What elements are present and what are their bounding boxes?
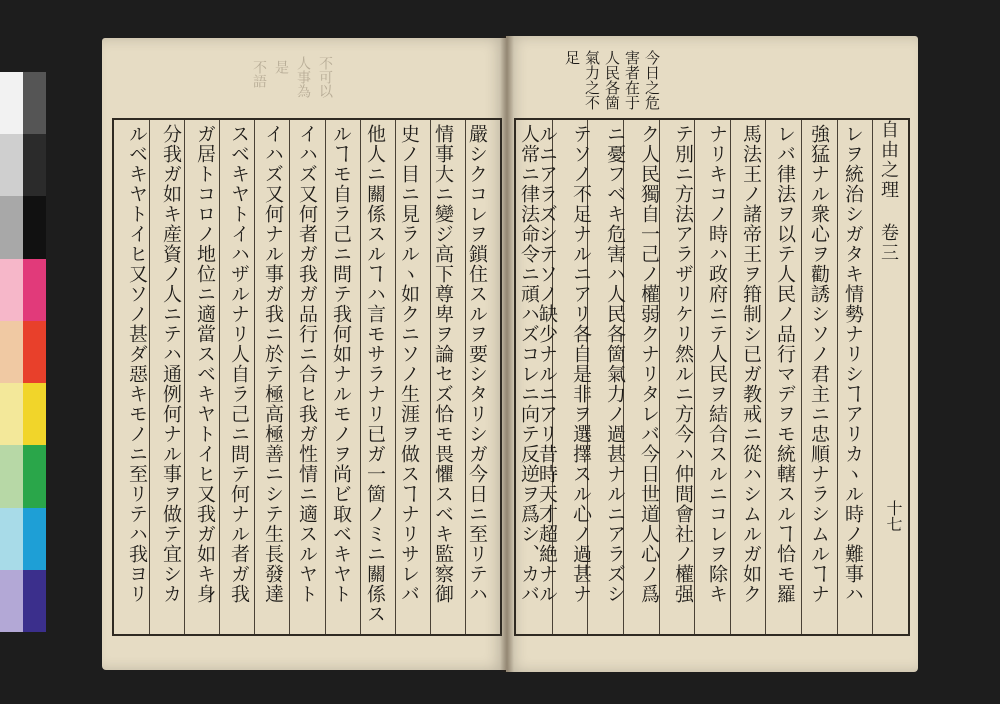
ghost-note: 人事為 [295,56,311,98]
color-patch [0,445,23,507]
color-patch [23,72,46,134]
text-column: ニ憂フベキ危害ハ人民各箇氣力ノ過甚ナルニアラズシ [604,124,626,604]
margin-note-line: 人民各箇 [603,50,621,110]
text-column: テ別ニ方法アラザリケリ然ルニ方今ハ仲間會社ノ權强 [672,124,694,604]
color-patch [23,196,46,258]
margin-note-line: 足 [563,50,581,65]
color-patch [0,383,23,445]
text-column: ルニアラズシテソノ缺少ナルニアリ昔時天才超絶ナル [536,124,558,604]
color-patch [23,445,46,507]
column-rule [801,120,802,634]
color-patch [23,508,46,570]
text-column: ク人民獨自一己ノ權弱クナリタレバ今日世道人心ノ爲 [638,124,660,604]
page-number: 十七 [884,500,903,532]
color-patch [23,259,46,321]
text-column: 情事大ニ變ジ高下尊卑ヲ論セズ恰モ畏懼スベキ監察御 [432,124,454,604]
color-patch [23,134,46,196]
column-rule [254,120,255,634]
color-patch [0,134,23,196]
color-patch [23,570,46,632]
text-column: ルヿモ自ラ己ニ問テ我何如ナルモノヲ尚ビ取ベキヤト [330,124,352,604]
text-column: 馬法王ノ諸帝王ヲ箝制シ已ガ教戒ニ從ハシムルガ如ク [740,124,762,604]
margin-note-line: 氣力之不 [583,50,601,110]
color-patch [0,259,23,321]
text-column: 他人ニ關係スルヿハ言モサラナリ已ガ一箇ノミニ關係ス [364,124,386,624]
ghost-note: 不可以 [317,56,333,98]
ghost-note: 不語 [251,60,267,88]
ghost-note: 是 [273,60,289,74]
color-calibration-strip [0,72,46,632]
text-column: レヲ統治シガタキ情勢ナリシヿアリカヽル時ノ難事ハ [842,124,864,604]
text-column: 人常ニ律法命令ニ頑ハズコレニ向テ反逆ヲ爲シ、カバ [518,124,540,604]
text-column: ガ居トコロノ地位ニ適當スベキヤトイヒ又我ガ如キ身 [194,124,216,604]
text-column: 嚴シクコレヲ鎖住スルヲ要シタリシガ今日ニ至リテハ [466,124,488,604]
text-column: レバ律法ヲ以テ人民ノ品行マデヲモ統轄スルヿ恰モ羅 [774,124,796,604]
color-patch [0,321,23,383]
margin-note-line: 害者在于 [623,50,641,110]
color-patch [0,196,23,258]
margin-note-line: 今日之危 [643,50,661,110]
text-column: 分我ガ如キ産資ノ人ニテハ通例何ナル事ヲ做テ宜シカ [160,124,182,604]
text-column: イハズ又何ナル事ガ我ニ於テ極高極善ニシテ生長發達 [262,124,284,604]
text-column: イハズ又何者ガ我ガ品行ニ合ヒ我ガ性情ニ適スルヤト [296,124,318,604]
column-rule [289,120,290,634]
text-column: 史ノ目ニ見ラルヽ如クニソノ生涯ヲ做スヿナリサレバ [398,124,420,604]
color-patch [0,508,23,570]
color-patch [0,570,23,632]
text-column: ルベキヤトイヒ又ソノ甚ダ惡キモノニ至リテハ我ヨリ [126,124,148,604]
running-title: 自由之理 卷三 [878,120,899,263]
color-patch [23,383,46,445]
book-gutter [500,36,514,672]
text-column: スベキヤトイハザルナリ人自ラ己ニ問テ何ナル者ガ我 [228,124,250,604]
color-patch [23,321,46,383]
color-patch [0,72,23,134]
text-column: ナリキコノ時ハ政府ニテ人民ヲ結合スルニコレヲ除キ [706,124,728,604]
text-column: テソノ不足ナルニアリ各自是非ヲ選擇スル心ノ過甚ナ [570,124,592,604]
text-column: 強猛ナル衆心ヲ勸誘シソノ君主ニ忠順ナラシムルヿナ [808,124,830,604]
